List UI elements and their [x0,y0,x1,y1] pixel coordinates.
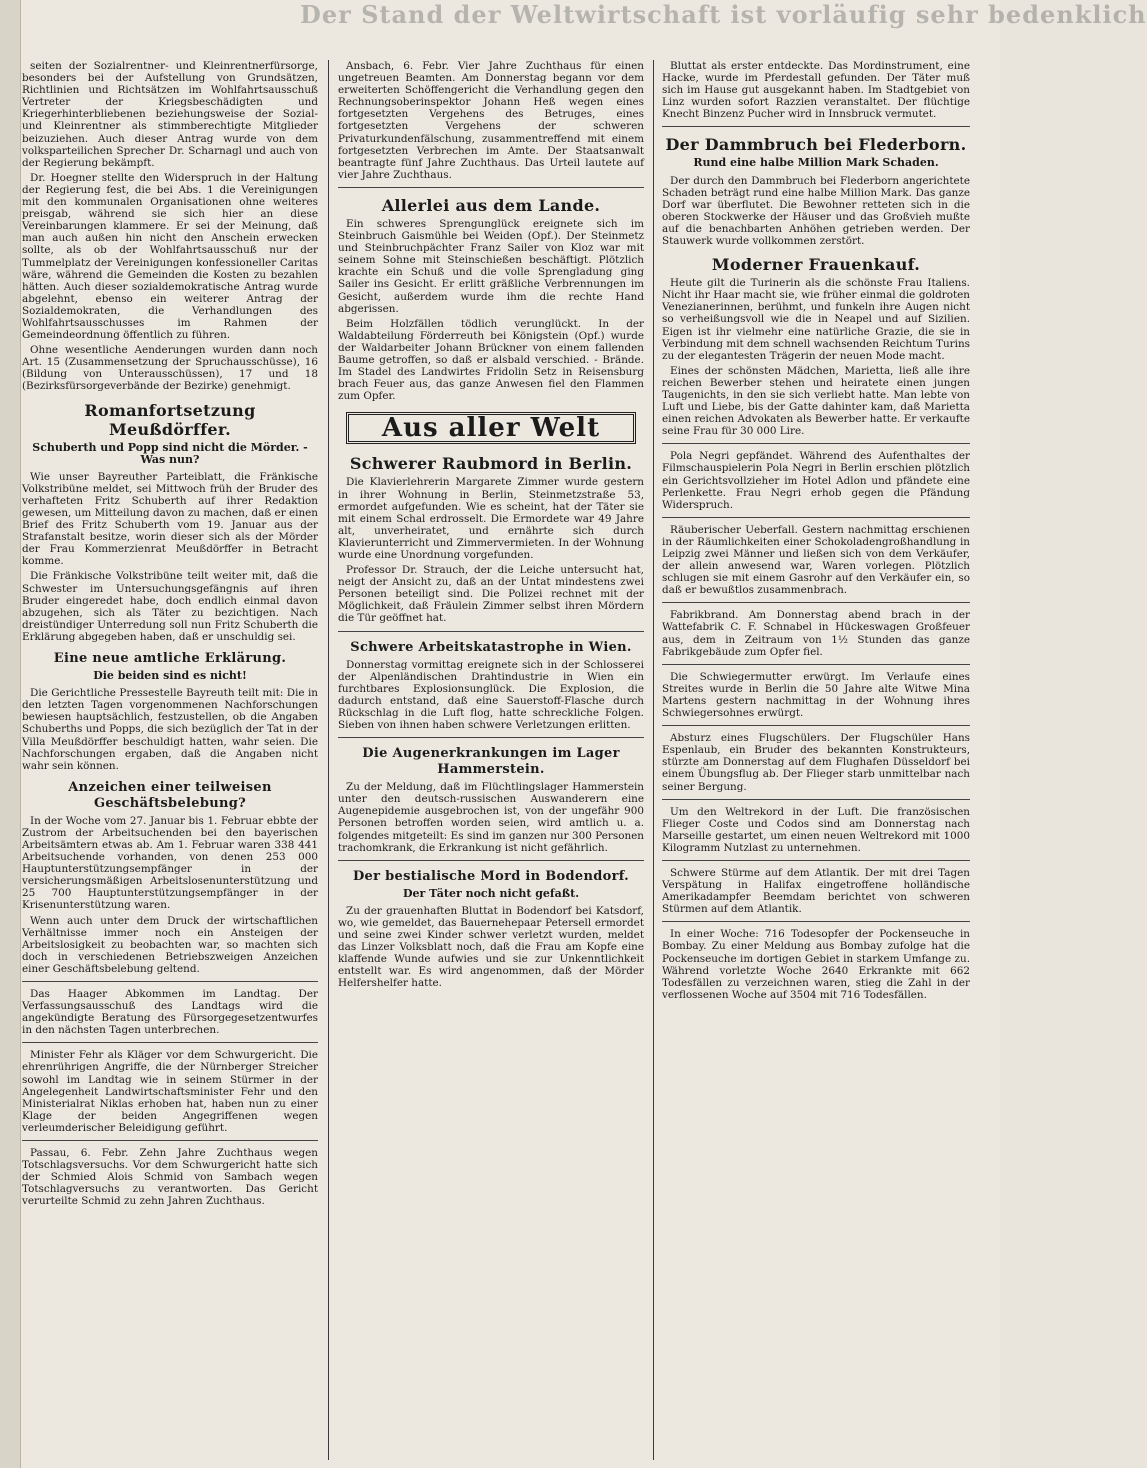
article-text: Das Haager Abkommen im Landtag. Der Verfassungsausschuß des Landtags wird die angekündigte Beratung des Fürsorgegesetzentwurfes in den nächsten Tagen unterbrechen. [22,988,318,1037]
headline: Allerlei aus dem Lande. [381,195,601,215]
divider [662,921,970,922]
article-text: Absturz eines Flugschülers. Der Flugschüler Hans Espenlaub, ein Bruder des bekannten Konstrukteurs, stürzte am Donnerstag auf dem Flughafen Düsseldorf bei einem Übungsflug ab. Der Flieger starb unmittelbar nach seiner Bergung. [662,732,970,793]
headline: Der Dammbruch bei Flederborn. [665,135,967,155]
article-text: Wie unser Bayreuther Parteiblatt, die Fränkische Volkstribüne meldet, sei Mittwoch früh der Bruder des verhafteten Fritz Schuberth auf ihrer Redaktion gewesen, um Mitteilung davon zu machen, daß er einen Brief des Fritz Schuberth vom 19. Januar aus der Strafanstalt besitze, worin dieser sich als der Mörder der Frau Kommerzienrat Meußdörffer in Betracht komme. [22,470,318,568]
article-text: Dr. Hoegner stellte den Widerspruch in der Haltung der Regierung fest, die bei Abs. 1 die Vereinigungen mit den kommunalen Organisationen ohne weiteres preisgab, während sie sich hier an diese Vereinbarungen klammere. Er sei der Meinung, daß man auch außen hin nicht den Anschein erwecken sollte, als ob der Wohlfahrtsausschuß nur der Tummelplatz der Vereinigungen konfessioneller Caritas wäre, während die Gemeinden die Kosten zu bezahlen hätten. Auch dieser sozialdemokratische Antrag wurde abgelehnt, ebenso ein weiterer Antrag der Sozialdemokraten, die Verhandlungen des Wohlfahrtsausschusses im Rahmen der Gemeindeordnung öffentlich zu führen. [22,171,318,342]
divider [338,631,644,632]
divider [662,602,970,603]
headline: Moderner Frauenkauf. [711,255,921,275]
article-text: Beim Holzfällen tödlich verunglückt. In der Waldabteilung Förderreuth bei Königstein (Opf.) wurde der Waldarbeiter Johann Brückner von einem fallenden Baume getroffen, so daß er alsbald verschied. - Brände. Im Stadel des Landwirtes Fridolin Setz in Reisensburg brach Feuer aus, das ganze Anwesen fiel den Flammen zum Opfer. [338,317,644,403]
article-text: Donnerstag vormittag ereignete sich in der Schlosserei der Alpenländischen Drahtindustrie in Wien ein furchtbares Explosionsunglück. Die Explosion, die dadurch entstand, daß eine Sauerstoff-Flasche durch Rückschlag in die Luft flog, hatte schreckliche Folgen. Sieben von ihnen haben schwere Verletzungen erlitten. [338,658,644,732]
article-text: Ohne wesentliche Aenderungen wurden dann noch Art. 15 (Zusammensetzung der Spruchausschüsse), 16 (Bildung von Unterausschüssen), 17 und 18 (Bezirksfürsorgeverbände der Bezirke) genehmigt. [22,344,318,393]
headline: Anzeichen einer teilweisen Geschäftsbelebung? [68,779,272,811]
article-text: Heute gilt die Turinerin als die schönste Frau Italiens. Nicht ihr Haar macht sie, wie früher einmal die goldroten Venezianerinnen, berühmt, und funkeln ihre Augen nicht so verheißungsvoll wie die in Neapel und auf Sizilien. Eigen ist ihr vielmehr eine natürliche Grazie, die sie in Verbindung mit dem schnell wachsenden Reichtum Turins zu der elegantesten Trägerin der neuen Mode macht. [662,277,970,362]
divider [662,517,970,518]
subheadline: Rund eine halbe Million Mark Schaden. [693,156,939,170]
divider [662,860,970,861]
article-text: In einer Woche: 716 Todesopfer der Pockenseuche in Bombay. Zu einer Meldung aus Bombay zufolge hat die Pockenseuche im dortigen Gebiet in starkem Umfange zu. Während vorletzte Woche 2640 Erkrankte mit 662 Todesfällen zu verzeichnen waren, stieg die Zahl in der verflossenen Woche auf 3504 mit 716 Todesfällen. [662,928,970,1001]
article-text: Ansbach, 6. Febr. Vier Jahre Zuchthaus für einen ungetreuen Beamten. Am Donnerstag begann vor dem erweiterten Schöffengericht die Verhandlung gegen den Rechnungsoberinspektor Johann Heß wegen eines fortgesetzten Vergehens des Betruges, eines fortgesetzten Vergehens der schweren Privaturkundenfälschung, zusammentreffend mit einem fortgesetzten Verbrechen im Amte. Der Staatsanwalt beantragte fünf Jahre Zuchthaus. Das Urteil lautete auf vier Jahre Zuchthaus. [338,60,644,181]
headline: Die Augenerkrankungen im Lager Hammerstein. [362,746,620,778]
article-text: Die Fränkische Volkstribüne teilt weiter mit, daß die Schwester im Untersuchungsgefängnis auf ihren Bruder eingeredet habe, doch endlich einmal davon abzugehen, sich als Täter zu bezichtigen. Nach dreistündiger Unterredung soll nun Fritz Schuberth die Erklärung abgegeben haben, daß er unschuldig sei. [22,570,318,643]
headline: Schwerer Raubmord in Berlin. [349,454,633,474]
divider [662,664,970,665]
subheadline: Der Täter noch nicht gefaßt. [402,886,580,900]
column-rule [328,60,329,1460]
headline: Romanfortsetzung Meußdörffer. [84,400,256,439]
article-text: Zu der Meldung, daß im Flüchtlingslager Hammerstein unter den deutsch-russischen Auswanderern eine Augenepidemie ausgebrochen ist, von der ungefähr 900 Personen betroffen worden seien, wird amtlich u. a. folgendes mitgeteilt: Es sind im ganzen nur 300 Personen trachomkrank, die Erkrankung ist nicht gefährlich. [338,781,644,854]
left-page-edge [0,0,21,1468]
divider [662,799,970,800]
column-rule [653,60,654,1460]
divider [338,187,644,188]
divider [22,1042,318,1043]
headline: Der bestialische Mord in Bodendorf. [352,868,629,884]
article-text: Pola Negri gepfändet. Während des Aufenthaltes der Filmschauspielerin Pola Negri in Berlin erschien plötzlich ein Gerichtsvollzieher im Hotel Adlon und pfändete eine Perlenkette. Frau Negri erhob gegen die Pfändung Widerspruch. [662,450,970,511]
column-right [662,60,970,1460]
article-text: Die Klavierlehrerin Margarete Zimmer wurde gestern in ihrer Wohnung in Berlin, Steinmetzstraße 53, ermordet aufgefunden. Wie es scheint, hat der Täter sie mit einem Schal erdrosselt. Die Ermordete war 49 Jahre alt, unverheiratet, und ernährte sich durch Klavierunterricht und Zimmervermieten. In der Wohnung wurde eine Unordnung vorgefunden. [338,476,644,561]
article-text: Professor Dr. Strauch, der die Leiche untersucht hat, neigt der Ansicht zu, daß an der Untat mindestens zwei Personen beteiligt sind. Die Polizei rechnet mit der Möglichkeit, daß Fräulein Zimmer selbst ihren Mördern die Tür geöffnet hat. [338,564,644,625]
article-text: Räuberischer Ueberfall. Gestern nachmittag erschienen in der Räumlichkeiten einer Schokoladengroßhandlung in Leipzig zwei Männer und ließen sich von dem Verkäufer, der allein anwesend war, Waren vorlegen. Plötzlich schlugen sie mit einem Gasrohr auf den Verkäufer ein, so daß er bewußtlos zusammenbrach. [662,523,970,597]
article-text: Minister Fehr als Kläger vor dem Schwurgericht. Die ehrenrührigen Angriffe, die der Nürnberger Streicher sowohl im Landtag wie in seinem Stürmer in der Angelegenheit Landwirtschaftsminister Fehr und den Ministerialrat Niklas erhoben hat, haben nun zu einer Klage der beiden Angegriffenen wegen verleumderischer Beleidigung geführt. [22,1049,318,1134]
divider [338,737,644,738]
article-text: Bluttat als erster entdeckte. Das Mordinstrument, eine Hacke, wurde im Pferdestall gefunden. Der Täter muß sich im Hause gut ausgekannt haben. Im Stadtgebiet von Linz wurden sofort Razzien veranstaltet. Der flüchtige Knecht Binzenz Pucher wird in Innsbruck vermutet. [662,60,970,121]
divider [662,126,970,127]
section-banner: Aus aller Welt [346,412,636,444]
divider [22,981,318,982]
subheadline: Die beiden sind es nicht! [93,669,247,683]
headline: Eine neue amtliche Erklärung. [53,651,287,667]
article-text: Der durch den Dammbruch bei Flederborn angerichtete Schaden beträgt rund eine halbe Million Mark. Das ganze Dorf war überflutet. Die Bewohner retteten sich in die oberen Stockwerke der Häuser und das Großvieh mußte auf die benachbarten Anhöhen getrieben werden. Der Stauwerk wurde vollkommen zerstört. [662,174,970,248]
subheadline: Schuberth und Popp sind nicht die Mörder. - Was nun? [32,440,308,466]
article-text: Schwere Stürme auf dem Atlantik. Der mit drei Tagen Verspätung in Halifax eingetroffene holländische Amerikadampfer Beemdam berichtet von schweren Stürmen auf dem Atlantik. [662,866,970,916]
article-text: Passau, 6. Febr. Zehn Jahre Zuchthaus wegen Totschlagsversuchs. Vor dem Schwurgericht hatte sich der Schmied Alois Schmid von Sambach wegen Totschlagversuchs zu verantworten. Das Gericht verurteilte Schmid zu zehn Jahren Zuchthaus. [22,1147,318,1208]
article-text: seiten der Sozialrentner- und Kleinrentnerfürsorge, besonders bei der Aufstellung von Grundsätzen, Richtlinien und Richtsätzen im Wohlfahrtsausschuß Vertreter der Kriegsbeschädigten und Kriegerhinterbliebenen beziehungsweise der Sozial- und Kleinrentner als stimmberechtigte Mitglieder beizuziehen. Auch dieser Antrag wurde von dem volksparteilichen Sprecher Dr. Scharnagl und auch von der Regierung bekämpft. [22,60,318,169]
headline: Schwere Arbeitskatastrophe in Wien. [350,639,632,655]
article-text: Fabrikbrand. Am Donnerstag abend brach in der Wattefabrik C. F. Schnabel in Hückeswagen Großfeuer aus, dem in Zeitraum von 1½ Stunden das ganze Fabrikgebäude zum Opfer fiel. [662,609,970,658]
article-text: Zu der grauenhaften Bluttat in Bodendorf bei Katsdorf, wo, wie gemeldet, das Bauernehepaar Petersell ermordet und seine zwei Kinder schwer verletzt wurden, meldet das Linzer Volksblatt noch, daß die Frau am Kopfe eine klaffende Wunde aufwies und sie zur Unkenntlichkeit entstellt war. Es wird angenommen, daß der Mörder Helfershelfer hatte. [338,904,644,990]
column-middle [338,60,644,1460]
article-text: Eines der schönsten Mädchen, Marietta, ließ alle ihre reichen Bewerber stehen und heiratete einen jungen Taugenichts, in den sie sich verliebt hatte. Man lebte von Luft und Liebe, bis der Gatte dahinter kam, daß Marietta einen reichen Advokaten als Bewerber hatte. Er verkaufte seine Frau für 30 000 Lire. [662,364,970,438]
article-text: Die Schwiegermutter erwürgt. Im Verlaufe eines Streites wurde in Berlin die 50 Jahre alte Witwe Mina Martens gestern nachmittag in der Wohnung ihres Schwiegersohnes erwürgt. [662,670,970,720]
divider [662,443,970,444]
masthead-faded: Der Stand der Weltwirtschaft ist vorläufig sehr bedenklich [300,0,1147,29]
column-left [22,60,318,1460]
article-text: Um den Weltrekord in der Luft. Die französischen Flieger Coste und Codos sind am Donnerstag nach Marseille gestartet, um einen neuen Weltrekord mit 1000 Kilogramm Nutzlast zu unternehmen. [662,805,970,854]
divider [662,725,970,726]
divider [22,1140,318,1141]
article-text: Ein schweres Sprengunglück ereignete sich im Steinbruch Gaismühle bei Weiden (Opf.). Der Steinmetz und Steinbruchpächter Franz Sailer von Kloz war mit seinem Sohne mit Steinschießen beschäftigt. Plötzlich krachte ein Schuß und die volle Sprengladung ging Sailer ins Gesicht. Er erlitt gräßliche Verbrennungen im Gesicht, außerdem wurde ihm die rechte Hand abgerissen. [338,217,644,315]
divider [338,860,644,861]
article-text: Die Gerichtliche Pressestelle Bayreuth teilt mit: Die in den letzten Tagen vorgenommenen Nachforschungen bewiesen hauptsächlich, festzustellen, ob die Angaben Schuberths und Popps, die sich bezüglich der Tat in der Villa Meußdörffer beschuldigt hatten, wahr seien. Die Nachforschungen ergaben, daß die Angaben nicht wahr sein können. [22,687,318,772]
article-text: In der Woche vom 27. Januar bis 1. Februar ebbte der Zustrom der Arbeitsuchenden bei den bayerischen Arbeitsämtern etwas ab. Am 1. Februar waren 338 441 Arbeitsuchende vorhanden, von denen 253 000 Hauptunterstützungsempfänger in der versicherungsmäßigen Arbeitslosenunterstützung und 25 700 Hauptunterstützungsempfänger in der Krisenunterstützung waren. [22,814,318,912]
article-text: Wenn auch unter dem Druck der wirtschaftlichen Verhältnisse immer noch ein Ansteigen der Arbeitslosigkeit zu beobachten war, so machten sich doch in verschiedenen Betriebszweigen Anzeichen einer Geschäftsbelebung geltend. [22,914,318,975]
